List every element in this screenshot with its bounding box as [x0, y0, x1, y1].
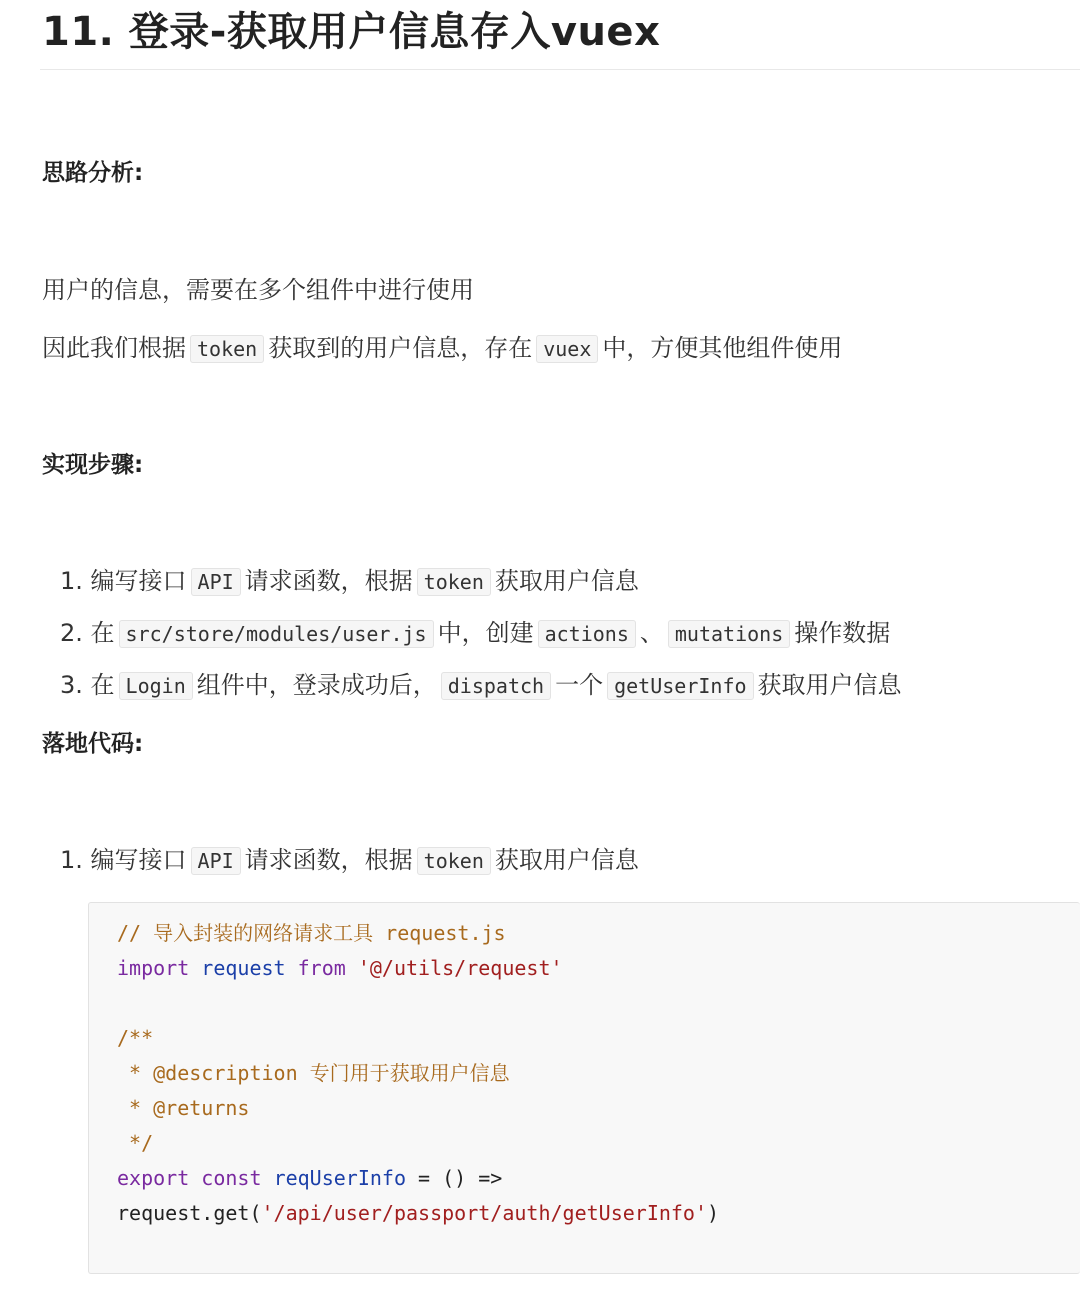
text-segment: 一个: [555, 671, 604, 699]
page-title: 11. 登录-获取用户信息存入vuex: [42, 9, 661, 55]
text-segment: 操作数据: [794, 619, 891, 647]
inline-code-getuserinfo: getUserInfo: [607, 672, 753, 700]
text-segment: 组件中，登录成功后，: [196, 671, 437, 699]
inline-code-dispatch: dispatch: [441, 672, 551, 700]
code-keyword: from: [297, 956, 346, 980]
list-item: [60, 667, 902, 704]
code-call: request.get(: [117, 1201, 262, 1225]
code-block: [88, 902, 1080, 1274]
inline-code-api: API: [191, 568, 241, 596]
analysis-paragraph-1: 用户的信息，需要在多个组件中进行使用: [42, 276, 474, 304]
code-space: [189, 1166, 201, 1190]
code-operator: = () =>: [406, 1166, 503, 1190]
inline-code-mutations: mutations: [668, 620, 790, 648]
code-space: [262, 1166, 274, 1190]
code-heading: 落地代码:: [42, 731, 144, 757]
code-comment: * @description: [117, 1061, 310, 1085]
code-line: [117, 1093, 249, 1123]
list-item: [60, 563, 639, 600]
code-line: [117, 1058, 510, 1088]
list-item: [60, 615, 890, 652]
text-segment: 编写接口: [90, 567, 187, 595]
code-space: [346, 956, 358, 980]
text-segment: 中，创建: [437, 619, 534, 647]
code-comment: //: [117, 921, 154, 945]
code-line: [117, 1163, 502, 1193]
code-comment: request.js: [373, 921, 506, 945]
text-segment: 请求函数，根据: [244, 567, 413, 595]
code-line: [117, 1128, 153, 1158]
code-comment: 导入封装的网络请求工具: [153, 921, 374, 945]
code-keyword: const: [201, 1166, 262, 1190]
inline-code-vuex: vuex: [536, 335, 598, 363]
analysis-paragraph-2: [42, 330, 842, 367]
code-comment: */: [117, 1131, 154, 1155]
inline-code-token: token: [417, 568, 491, 596]
code-comment: /**: [117, 1026, 154, 1050]
list-number: 1.: [60, 567, 83, 595]
text-segment: 请求函数，根据: [244, 846, 413, 874]
code-keyword: export: [117, 1166, 190, 1190]
inline-code-token: token: [417, 847, 491, 875]
text-segment: 编写接口: [90, 846, 187, 874]
code-punctuation: ): [707, 1201, 720, 1225]
inline-code-login: Login: [119, 672, 193, 700]
inline-code-actions: actions: [538, 620, 636, 648]
title-divider: [40, 69, 1080, 70]
list-number: 2.: [60, 619, 83, 647]
code-line: [117, 953, 563, 983]
inline-code-api: API: [191, 847, 241, 875]
text-segment: 获取到的用户信息，存在: [268, 334, 533, 362]
code-identifier: reqUserInfo: [273, 1166, 407, 1190]
text-segment: 获取用户信息: [757, 671, 902, 699]
inline-code-path: src/store/modules/user.js: [119, 620, 434, 648]
list-item: [60, 842, 639, 879]
code-comment: * @returns: [117, 1096, 250, 1120]
code-line: [117, 1023, 153, 1053]
text-segment: 中，方便其他组件使用: [602, 334, 843, 362]
code-comment: 专门用于获取用户信息: [309, 1061, 510, 1085]
code-line: [117, 918, 506, 948]
inline-code-token: token: [190, 335, 264, 363]
code-keyword: import: [117, 956, 190, 980]
code-identifier: request: [189, 956, 298, 980]
steps-heading: 实现步骤:: [42, 452, 144, 478]
list-number: 1.: [60, 846, 83, 874]
text-segment: 因此我们根据: [42, 334, 186, 362]
text-segment: 在: [90, 671, 115, 699]
text-segment: 获取用户信息: [494, 846, 639, 874]
text-segment: 获取用户信息: [494, 567, 639, 595]
code-string: '/api/user/passport/auth/getUserInfo': [261, 1201, 708, 1225]
code-string: '@/utils/request': [357, 956, 563, 980]
text-segment: 、: [639, 619, 664, 647]
analysis-heading: 思路分析:: [42, 160, 144, 186]
code-line: [117, 1198, 719, 1228]
list-number: 3.: [60, 671, 83, 699]
text-segment: 在: [90, 619, 115, 647]
